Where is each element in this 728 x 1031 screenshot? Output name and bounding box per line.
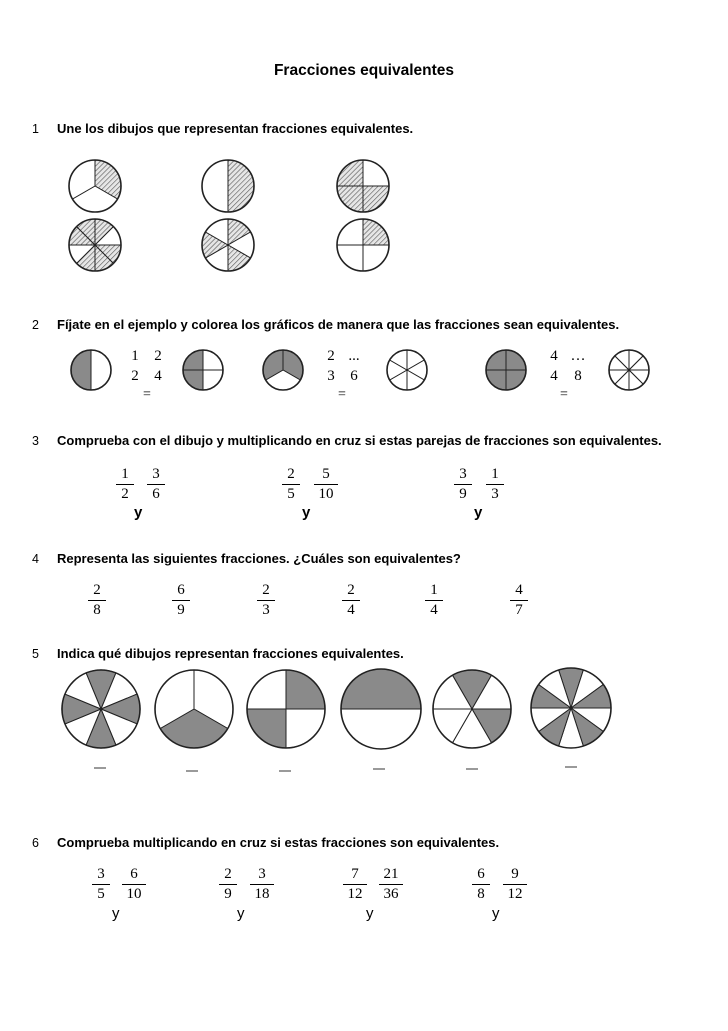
fraction: 2 4 xyxy=(154,348,162,384)
fraction: 1 4 xyxy=(423,582,445,619)
shaded-sector xyxy=(341,669,421,709)
q2-circle-thirds xyxy=(262,349,304,391)
q1-circle-thirds[interactable] xyxy=(67,158,123,214)
q1-circle-halves[interactable] xyxy=(200,158,256,214)
question-5-text: Indica qué dibujos representan fracciones equivalentes. xyxy=(57,646,404,661)
question-2-text: Fíjate en el ejemplo y colorea los gráficos de manera que las fracciones sean equivalentes. xyxy=(57,317,620,332)
page-title: Fracciones equivalentes xyxy=(273,62,455,79)
question-3-text: Comprueba con el dibujo y multiplicando en cruz si estas parejas de fracciones son equivalentes. xyxy=(57,433,662,448)
fraction: 6 8 xyxy=(470,866,492,903)
q1-circle-eighths[interactable] xyxy=(67,217,123,273)
q5-circle-6[interactable] xyxy=(529,666,613,750)
fraction: 7 12 xyxy=(341,866,369,903)
answer-blank[interactable] xyxy=(186,770,198,772)
and-word: y xyxy=(492,905,500,922)
equals-sign: = xyxy=(338,387,346,402)
fraction: 6 10 xyxy=(120,866,148,903)
question-6-number: 6 xyxy=(32,836,39,850)
question-2-number: 2 xyxy=(32,318,39,332)
q1-circle-quarters-2[interactable] xyxy=(335,217,391,273)
q1-circle-quarters[interactable] xyxy=(335,158,391,214)
fraction: 2 9 xyxy=(217,866,239,903)
fraction: 3 9 xyxy=(452,466,474,503)
fraction: 2 8 xyxy=(86,582,108,619)
fraction: 2 4 xyxy=(340,582,362,619)
question-4-number: 4 xyxy=(32,552,39,566)
fraction: 9 12 xyxy=(501,866,529,903)
q2-circle-quarters-filled xyxy=(485,349,527,391)
fraction: 1 3 xyxy=(484,466,506,503)
and-word: y xyxy=(112,905,120,922)
q5-circle-2[interactable] xyxy=(153,668,235,750)
question-1-number: 1 xyxy=(32,122,39,136)
fraction: … 8 xyxy=(570,348,586,384)
q2-circle-sixths-blank[interactable] xyxy=(386,349,428,391)
answer-blank[interactable] xyxy=(466,768,478,770)
fraction: ... 6 xyxy=(348,348,360,384)
q2-circle-eighths-blank[interactable] xyxy=(608,349,650,391)
fraction: 3 5 xyxy=(90,866,112,903)
and-word: y xyxy=(134,504,143,521)
and-word: y xyxy=(302,504,311,521)
equals-sign: = xyxy=(560,387,568,402)
q5-circle-1[interactable] xyxy=(60,668,142,750)
answer-blank[interactable] xyxy=(565,766,577,768)
fraction: 4 7 xyxy=(508,582,530,619)
and-word: y xyxy=(366,905,374,922)
fraction: 2 3 xyxy=(327,348,335,384)
fraction: 3 6 xyxy=(145,466,167,503)
blank-sector xyxy=(202,160,228,212)
fraction: 3 18 xyxy=(248,866,276,903)
fraction: 1 2 xyxy=(114,466,136,503)
q2-circle-halves-example xyxy=(70,349,112,391)
question-3-number: 3 xyxy=(32,434,39,448)
fraction: 6 9 xyxy=(170,582,192,619)
question-6-text: Comprueba multiplicando en cruz si estas fracciones son equivalentes. xyxy=(57,835,500,850)
q5-circle-3[interactable] xyxy=(245,668,327,750)
shaded-sector xyxy=(71,350,91,390)
and-word: y xyxy=(237,905,245,922)
fraction: 5 10 xyxy=(312,466,340,503)
question-1-text: Une los dibujos que representan fracciones equivalentes. xyxy=(57,121,414,136)
equals-sign: = xyxy=(143,387,151,402)
question-4-text: Representa las siguientes fracciones. ¿Cuáles son equivalentes? xyxy=(57,551,461,566)
fraction: 21 36 xyxy=(377,866,405,903)
shaded-sector xyxy=(228,160,254,212)
answer-blank[interactable] xyxy=(94,767,106,769)
question-5-number: 5 xyxy=(32,647,39,661)
blank-sector xyxy=(341,709,421,749)
q5-circle-5[interactable] xyxy=(431,668,513,750)
blank-sector xyxy=(91,350,111,390)
fraction: 2 5 xyxy=(280,466,302,503)
q1-circle-sixths[interactable] xyxy=(200,217,256,273)
fraction: 1 2 xyxy=(131,348,139,384)
fraction: 2 3 xyxy=(255,582,277,619)
answer-blank[interactable] xyxy=(279,770,291,772)
q5-circle-4[interactable] xyxy=(339,667,423,751)
answer-blank[interactable] xyxy=(373,768,385,770)
fraction: 4 4 xyxy=(550,348,558,384)
q2-circle-quarters-example xyxy=(182,349,224,391)
and-word: y xyxy=(474,504,483,521)
